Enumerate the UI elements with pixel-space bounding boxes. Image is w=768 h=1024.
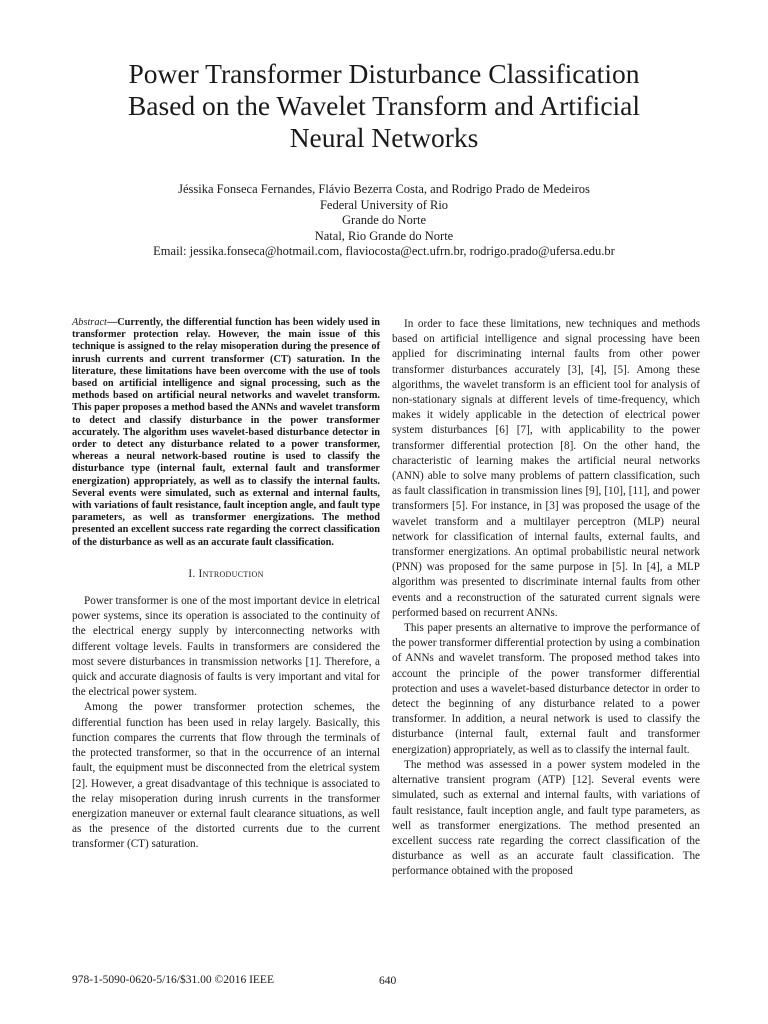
body-paragraph: The method was assessed in a power system modeled in the alternative transient program (ATP) [12]. Several events were simulated, such as external and internal faults, with variations of fault resistance, fault inception angle, and fault type parameters, as well as transformer energizations. The method presented an excellent success rate regarding the correct classification of the disturbance as well as an accurate fault classification. The performance obtained with the proposed [392,758,700,878]
copyright-footer: 978-1-5090-0620-5/16/$31.00 ©2016 IEEE [72,974,274,986]
email-line: Email: jessika.fonseca@hotmail.com, flaviocosta@ect.ufrn.br, rodrigo.prado@ufersa.edu.br [153,244,615,258]
affiliation-line: Federal University of Rio [319,197,449,212]
abstract-text: —Currently, the differential function has been widely used in transformer protection relay. However, the main issue of this technique is assigned to the relay misoperation during the presence of inrush currents and current transformer (CT) saturation. In the literature, these limitations have been overcome with the use of tools based on artificial intelligence and signal processing, such as the methods based on artificial neural networks and wavelet transform. This paper proposes a method based the ANNs and wavelet transform to detect and classify disturbance in the power transformer accurately. The algorithm uses wavelet-based disturbance detector in order to detect any disturbance related to a power transformer, whereas a neural network-based routine is used to classify the disturbance type (internal fault, external fault and transformer energization) appropriately, as well as to classify the internal faults. Several events were simulated, such as external and internal faults, with variations of fault resistance, fault inception angle, and fault type parameters, as well as transformer energizations. The method presented an excellent success rate regarding the correct classification of the disturbance as well as an accurate fault classification. [72,317,380,548]
abstract [72,317,380,549]
right-column [392,317,700,880]
body-paragraph: Power transformer is one of the most important device in eletrical power systems, since its operation is associated to the continuity of the electrical energy supply by interconnecting networks with different voltage levels. Faults in transformers are considered the most severe disturbances in transmission networks [1]. Therefore, a quick and accurate diagnosis of faults is very important and vital for the electrical power system. [72,595,380,699]
body-paragraph: Among the power transformer protection schemes, the differential function has been used in relay largely. Basically, this function compares the currents that flow through the terminals of the protected transformer, so that in the occurrence of an internal fault, the equipment must be disconnected from the eletrical system [2]. However, a great disadvantage of this technique is associated to the relay misoperation during inrush currents in the transformer energization maneuver or external fault clearance situations, as well as the presence of the distorted currents due to the current transformer (CT) saturation. [72,701,380,851]
page-number: 640 [379,975,397,987]
affiliation-line: Grande do Norte [342,213,426,227]
abstract-label: Abstract [72,317,107,328]
body-paragraph: In order to face these limitations, new techniques and methods based on artificial intelligence and signal processing have been applied for discriminating internal faults from other power transformer disturbances accurately [3], [4], [5]. Among these algorithms, the wavelet transform is an efficient tool for analysis of non-stationary signals at different levels of time-frequency, which makes it widely applicable in the detection of electrical power system disturbances [6] [7], with applicability to the power transformer differential protection [8]. On the other hand, the characteristic of learning makes the artificial neural networks (ANN) able to solve many problems of pattern classification, such as fault classification in transmission lines [9], [10], [11], and power transformers [5]. For instance, in [3] was proposed the usage of the wavelet transform and a multilayer perceptron (MLP) neural network for classification of internal faults, external faults, and transformer energizations. An optimal probabilistic neural network (PNN) was proposed for the same purpose in [5]. In [4], a MLP algorithm was presented to discriminate internal faults from other events and a reconstruction of the saturated current signals were performed based on recurrent ANNs. [392,318,700,619]
section-heading: I. Introduction [188,567,264,580]
paper-title [60,58,708,154]
affiliation-line: Natal, Rio Grande do Norte [314,228,454,243]
left-column [72,317,380,853]
body-paragraph: This paper presents an alternative to improve the performance of the power transformer differential protection by using a combination of ANNs and wavelet transform. The proposed method takes into account the principle of the power transformer differential protection and uses a wavelet-based disturbance detector in order to detect the beginning of any disturbance related to a power transformer. In addition, a neural network is used to classify the disturbance (internal fault, external fault and transformer energization) appropriately, as well as to classify the internal fault. [392,622,700,756]
title-line: Power Transformer Disturbance Classification [128,58,640,89]
author-names: Jéssika Fonseca Fernandes, Flávio Bezerra Costa, and Rodrigo Prado de Medeiros [178,182,590,196]
title-line: Neural Networks [289,122,479,153]
author-block [40,182,728,260]
title-line: Based on the Wavelet Transform and Artificial [127,90,641,121]
